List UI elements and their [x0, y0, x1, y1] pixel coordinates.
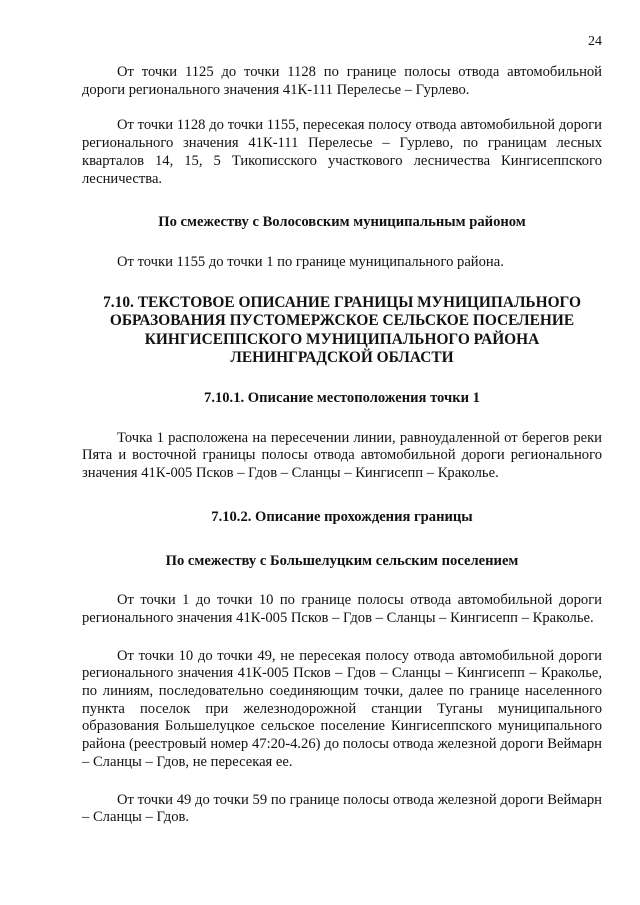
heading-7-10-2: 7.10.2. Описание прохождения границы: [211, 508, 473, 525]
document-body: [82, 64, 602, 827]
paragraph-3: От точки 1155 до точки 1 по границе муниципального района.: [117, 253, 504, 270]
section-title-7-10: 7.10. ТЕКСТОВОЕ ОПИСАНИЕ ГРАНИЦЫ МУНИЦИПАЛЬНОГО ОБРАЗОВАНИЯ ПУСТОМЕРЖСКОЕ СЕЛЬСКОЕ ПОСЕЛЕНИЕ КИНГИСЕППСКОГО МУНИЦИПАЛЬНОГО РАЙОНА ЛЕНИНГРАДСКОЙ ОБЛАСТИ: [103, 293, 581, 367]
heading-bolsheluckoe: По смежеству с Большелуцким сельским поселением: [165, 552, 519, 569]
paragraph-1: От точки 1125 до точки 1128 по границе полосы отвода автомобильной дороги регионального значения 41К-111 Перелесье – Гурлево.: [82, 64, 602, 98]
paragraph-5: От точки 1 до точки 10 по границе полосы отвода автомобильной дороги регионального значения 41К-005 Псков – Гдов – Сланцы – Кингисепп – Краколье.: [82, 592, 602, 626]
paragraph-4: Точка 1 расположена на пересечении линии, равноудаленной от берегов реки Пята и восточной границы полосы отвода автомобильной дороги регионального значения 41К-005 Псков – Гдов – Сланцы – Кингисепп – Краколье.: [82, 429, 602, 482]
page-number: 24: [588, 34, 602, 49]
paragraph-7: От точки 49 до точки 59 по границе полосы отвода железной дороги Веймарн – Сланцы – Гдов.: [82, 791, 602, 826]
paragraph-6: От точки 10 до точки 49, не пересекая полосу отвода автомобильной дороги регионального значения 41К-005 Псков – Гдов – Сланцы – Кингисепп – Краколье, по линиям, последовательно соединяющим точки, далее по границе населенного пункта поселок при железнодорожной станции Туганы муниципального образования Большелуцкое сельское поселение Кингисеппского муниципального района (реестровый номер 47:20-4.26) до полосы отвода железной дороги Веймарн – Сланцы – Гдов, не пересекая ее.: [82, 647, 602, 770]
paragraph-2: От точки 1128 до точки 1155, пересекая полосу отвода автомобильной дороги регионального значения 41К-111 Перелесье – Гурлево, по границам лесных кварталов 14, 15, 5 Тикописского участкового лесничества Кингисеппского лесничества.: [82, 117, 602, 187]
heading-7-10-1: 7.10.1. Описание местоположения точки 1: [204, 390, 480, 406]
heading-volosovsky: По смежеству с Волосовским муниципальным районом: [158, 214, 526, 231]
